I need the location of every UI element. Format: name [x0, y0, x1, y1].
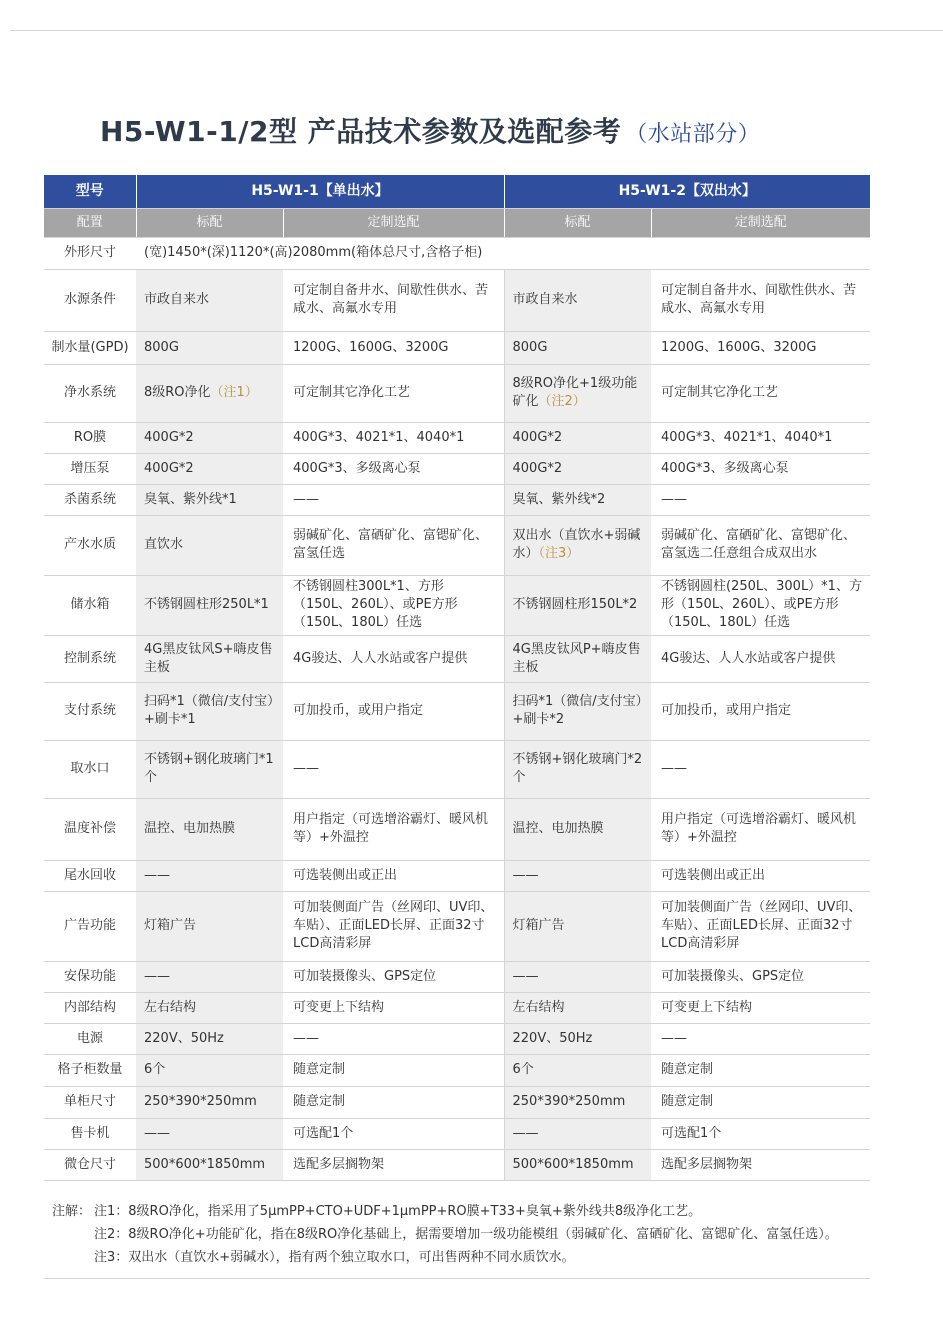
- m2-custom-cell: [651, 682, 870, 740]
- m2-std-cell: [504, 422, 651, 453]
- row-label-text: 安保功能: [63, 968, 116, 984]
- row-label: [44, 453, 136, 484]
- m2-std-cell-text: 左右结构: [512, 999, 565, 1015]
- row-label: [44, 1086, 136, 1118]
- m1-std-cell: [136, 682, 283, 740]
- m1-std-cell-text: 6个: [144, 1062, 166, 1077]
- table-row: [44, 798, 870, 860]
- table-row: [44, 740, 870, 798]
- m1-std-cell: [136, 1023, 283, 1054]
- m2-std-cell: [504, 269, 651, 331]
- row-label-text: 微仓尺寸: [63, 1156, 116, 1172]
- m1-custom-cell: [283, 453, 504, 484]
- table-row: [44, 453, 870, 484]
- m1-std-cell-text: 220V、50Hz: [144, 1030, 224, 1046]
- m1-custom-cell: [283, 740, 504, 798]
- row-label: [44, 269, 136, 331]
- m1-std-cell: [136, 891, 283, 961]
- row-label: [44, 798, 136, 860]
- m1-std-cell-text: 市政自来水: [144, 292, 210, 307]
- m2-std-cell: [504, 515, 651, 575]
- table-row: [44, 891, 870, 961]
- m1-custom-cell-text: ——: [293, 1030, 319, 1046]
- title-sub: （水站部分）: [625, 122, 761, 147]
- m2-custom-cell-text: 不锈钢圆柱(250L、300L）*1、方形（150L、260L）、或PE方形（150L、180L）任选: [661, 579, 862, 630]
- top-divider: [10, 30, 943, 31]
- m1-custom-cell: [283, 1086, 504, 1118]
- m1-std-cell: [136, 860, 283, 891]
- row-label-text: 内部结构: [63, 999, 116, 1015]
- m2-std-cell: [504, 575, 651, 635]
- m1-custom-cell-text: 可变更上下结构: [293, 999, 385, 1015]
- m1-std-cell: [136, 515, 283, 575]
- dimension-value: (宽)1450*(深)1120*(高)2080mm(箱体总尺寸,含格子柜): [136, 237, 870, 269]
- m2-custom-cell-text: 选配多层搁物架: [661, 1156, 753, 1172]
- note-ref: （注2）: [538, 394, 586, 409]
- m1-custom-cell-text: 不锈钢圆柱300L*1、方形（150L、260L）、或PE方形（150L、180L）任选: [293, 579, 458, 630]
- m2-custom-cell-text: 400G*3、多级离心泵: [661, 460, 789, 476]
- row-label-text: 产水水质: [63, 537, 116, 552]
- m2-std-cell: [504, 635, 651, 682]
- m1-custom-cell: [283, 1149, 504, 1180]
- header-m1-std: 标配: [136, 208, 283, 237]
- note-row-2: [52, 1223, 838, 1246]
- m2-std-cell-text: 500*600*1850mm: [512, 1156, 634, 1172]
- m1-std-cell-text: 臭氧、紫外线*1: [144, 491, 237, 507]
- row-label: [44, 484, 136, 515]
- row-label: [44, 575, 136, 635]
- row-label-text: 制水量(GPD): [51, 339, 129, 355]
- m2-std-cell-text: 6个: [512, 1062, 534, 1077]
- m1-std-cell: [136, 331, 283, 364]
- table-row: [44, 331, 870, 364]
- header-model-2: H5-W1-2【双出水】: [504, 175, 870, 208]
- row-label-text: 温度补偿: [63, 821, 116, 836]
- m2-std-cell-text: 市政自来水: [512, 292, 578, 307]
- m2-std-cell-text: ——: [512, 1125, 539, 1141]
- m1-std-cell-text: 800G: [144, 339, 179, 355]
- m2-custom-cell: [651, 484, 870, 515]
- m1-custom-cell-text: 可加装摄像头、GPS定位: [293, 968, 437, 984]
- m1-custom-cell-text: 可加装侧面广告（丝网印、UV印、车贴）、正面LED长屏、正面32寸LCD高清彩屏: [293, 900, 494, 951]
- header-row-model: [44, 175, 870, 208]
- m2-custom-cell-text: 可加投币，或用户指定: [661, 703, 792, 718]
- m1-std-cell-text: 500*600*1850mm: [144, 1156, 266, 1172]
- m2-std-cell: [504, 961, 651, 992]
- table-row: [44, 484, 870, 515]
- header-config-label: 配置: [44, 208, 136, 237]
- row-label-text: 广告功能: [63, 918, 116, 933]
- m2-custom-cell: [651, 422, 870, 453]
- m2-custom-cell: [651, 575, 870, 635]
- m1-custom-cell: [283, 682, 504, 740]
- m1-custom-cell: [283, 422, 504, 453]
- m1-std-cell: [136, 484, 283, 515]
- header-m1-custom: 定制选配: [283, 208, 504, 237]
- m1-std-cell-text: 灯箱广告: [144, 918, 197, 933]
- m2-std-cell: [504, 1054, 651, 1086]
- m1-std-cell-text: 400G*2: [144, 429, 194, 445]
- spec-table: [44, 175, 870, 1181]
- m2-custom-cell: [651, 992, 870, 1023]
- m2-custom-cell: [651, 798, 870, 860]
- m2-std-cell: [504, 484, 651, 515]
- m1-custom-cell: [283, 364, 504, 422]
- m2-std-cell-text: 4G黑皮钛风P+嗨皮售主板: [512, 641, 641, 675]
- m2-custom-cell-text: 随意定制: [661, 1062, 714, 1077]
- m1-std-cell: [136, 740, 283, 798]
- table-row: [44, 422, 870, 453]
- m1-custom-cell: [283, 484, 504, 515]
- header-model-1: H5-W1-1【单出水】: [136, 175, 504, 208]
- m2-custom-cell-text: 1200G、1600G、3200G: [661, 339, 817, 355]
- m2-std-cell: [504, 1149, 651, 1180]
- m1-std-cell: [136, 798, 283, 860]
- row-label: 外形尺寸: [44, 237, 136, 269]
- row-label-text: 取水口: [70, 761, 110, 776]
- m2-custom-cell: [651, 1023, 870, 1054]
- m2-std-cell-text: ——: [512, 968, 539, 984]
- m1-std-cell-text: 左右结构: [144, 999, 197, 1015]
- m1-std-cell: [136, 269, 283, 331]
- m1-std-cell: [136, 1054, 283, 1086]
- m2-custom-cell: [651, 740, 870, 798]
- m2-std-cell-text: ——: [512, 867, 539, 883]
- m2-custom-cell: [651, 635, 870, 682]
- m2-std-cell: [504, 1023, 651, 1054]
- m1-custom-cell: [283, 961, 504, 992]
- row-label-text: 储水箱: [70, 597, 110, 612]
- row-label: [44, 961, 136, 992]
- m2-custom-cell: [651, 515, 870, 575]
- table-row: [44, 860, 870, 891]
- title-main: H5-W1-1/2型 产品技术参数及选配参考: [100, 115, 622, 148]
- row-label: [44, 1149, 136, 1180]
- m1-custom-cell-text: 弱碱矿化、富硒矿化、富锶矿化、富氢任选: [293, 528, 489, 561]
- m2-custom-cell: [651, 453, 870, 484]
- m2-std-cell: [504, 1086, 651, 1118]
- m1-std-cell: [136, 635, 283, 682]
- note-2: 注2：8级RO净化+功能矿化，指在8级RO净化基础上，据需要增加一级功能模组（弱碱矿化、富硒矿化、富锶矿化、富氢任选）。: [94, 1227, 838, 1242]
- table-row: [44, 961, 870, 992]
- m2-custom-cell-text: 可定制自备井水、间歇性供水、苦咸水、高氟水专用: [661, 283, 857, 316]
- m2-std-cell-text: 400G*2: [512, 429, 563, 445]
- header-m2-custom: 定制选配: [651, 208, 870, 237]
- m2-custom-cell-text: 可选配1个: [661, 1125, 722, 1141]
- m2-custom-cell-text: ——: [661, 761, 687, 776]
- m2-custom-cell: [651, 331, 870, 364]
- note-1: 注1：8级RO净化，指采用了5μmPP+CTO+UDF+1μmPP+RO膜+T33+臭氧+紫外线共8级净化工艺。: [94, 1204, 702, 1219]
- row-label: [44, 860, 136, 891]
- m1-custom-cell: [283, 1054, 504, 1086]
- m1-std-cell: [136, 364, 283, 422]
- row-label: [44, 635, 136, 682]
- m1-std-cell-text: 不锈钢+钢化玻璃门*1个: [144, 752, 274, 785]
- m1-std-cell: [136, 1118, 283, 1149]
- m1-custom-cell-text: 可定制自备井水、间歇性供水、苦咸水、高氟水专用: [293, 283, 489, 316]
- m2-custom-cell-text: 可加装侧面广告（丝网印、UV印、车贴）、正面LED长屏、正面32寸LCD高清彩屏: [661, 900, 862, 951]
- m2-custom-cell: [651, 1086, 870, 1118]
- m1-custom-cell-text: 可定制其它净化工艺: [293, 385, 411, 400]
- m1-custom-cell: [283, 269, 504, 331]
- note-3: 注3：双出水（直饮水+弱碱水），指有两个独立取水口，可出售两种不同水质饮水。: [94, 1250, 575, 1265]
- m1-std-cell-text: 温控、电加热膜: [144, 821, 236, 836]
- row-label-text: 支付系统: [63, 703, 116, 718]
- m1-custom-cell: [283, 798, 504, 860]
- m2-custom-cell: [651, 860, 870, 891]
- table-row: [44, 992, 870, 1023]
- m2-std-cell-text: 臭氧、紫外线*2: [512, 491, 606, 507]
- m2-custom-cell-text: 可选装侧出或正出: [661, 867, 766, 883]
- m2-std-cell: [504, 682, 651, 740]
- row-label: [44, 992, 136, 1023]
- m1-std-cell: [136, 575, 283, 635]
- m1-custom-cell: [283, 575, 504, 635]
- m1-custom-cell: [283, 635, 504, 682]
- m2-custom-cell-text: 用户指定（可选增浴霸灯、暖风机等）+外温控: [661, 812, 857, 845]
- m2-custom-cell-text: 400G*3、4021*1、4040*1: [661, 429, 833, 445]
- table-row: [44, 1023, 870, 1054]
- m2-std-cell: [504, 1118, 651, 1149]
- m1-custom-cell: [283, 1023, 504, 1054]
- m2-std-cell-text: 8级RO净化+1级功能矿化: [512, 376, 638, 409]
- m1-std-cell-text: 8级RO净化: [144, 385, 211, 400]
- m1-custom-cell-text: 可加投币，或用户指定: [293, 703, 424, 718]
- row-label-text: 杀菌系统: [63, 491, 116, 507]
- row-label: [44, 331, 136, 364]
- m1-custom-cell-text: 可选配1个: [293, 1125, 354, 1141]
- m2-custom-cell: [651, 364, 870, 422]
- table-row: [44, 635, 870, 682]
- m2-custom-cell-text: ——: [661, 491, 687, 507]
- m1-std-cell: [136, 961, 283, 992]
- m2-std-cell-text: 400G*2: [512, 460, 563, 476]
- m2-std-cell: [504, 364, 651, 422]
- m2-custom-cell-text: 可变更上下结构: [661, 999, 753, 1015]
- m1-custom-cell: [283, 860, 504, 891]
- note-row-3: [52, 1246, 838, 1269]
- m2-std-cell-text: 800G: [512, 339, 548, 355]
- table-row: [44, 269, 870, 331]
- m1-custom-cell-text: 400G*3、多级离心泵: [293, 460, 421, 476]
- table-row: [44, 1054, 870, 1086]
- row-label: [44, 1054, 136, 1086]
- m1-std-cell-text: 扫码*1（微信/支付宝）+刷卡*1: [144, 694, 274, 727]
- m2-custom-cell-text: 可定制其它净化工艺: [661, 385, 779, 400]
- m1-std-cell: [136, 992, 283, 1023]
- m1-custom-cell-text: 用户指定（可选增浴霸灯、暖风机等）+外温控: [293, 812, 489, 845]
- m1-custom-cell-text: ——: [293, 761, 319, 776]
- m1-custom-cell-text: ——: [293, 491, 319, 507]
- row-label-text: 净水系统: [63, 385, 116, 400]
- m1-custom-cell-text: 400G*3、4021*1、4040*1: [293, 429, 465, 445]
- m2-std-cell: [504, 860, 651, 891]
- row-label: [44, 515, 136, 575]
- table-row: [44, 1149, 870, 1180]
- m1-custom-cell: [283, 1118, 504, 1149]
- note-ref: （注1）: [210, 385, 258, 400]
- m2-custom-cell: [651, 961, 870, 992]
- m1-std-cell-text: 4G黑皮钛风S+嗨皮售主板: [144, 641, 273, 675]
- notes-lead: 注解：: [52, 1204, 92, 1219]
- m1-custom-cell-text: 选配多层搁物架: [293, 1156, 385, 1172]
- m1-std-cell-text: ——: [144, 968, 170, 984]
- row-label-text: 水源条件: [63, 292, 116, 307]
- row-label-text: 增压泵: [70, 460, 110, 476]
- row-label: [44, 364, 136, 422]
- m1-std-cell: [136, 422, 283, 453]
- m2-std-cell: [504, 891, 651, 961]
- m2-std-cell-text: 不锈钢圆柱形150L*2: [512, 597, 638, 612]
- table-row-dimension: [44, 237, 870, 269]
- table-row: [44, 682, 870, 740]
- row-label: [44, 682, 136, 740]
- m2-custom-cell: [651, 269, 870, 331]
- row-label-text: 电源: [76, 1030, 103, 1046]
- row-label-text: 尾水回收: [63, 867, 116, 883]
- m2-custom-cell-text: 随意定制: [661, 1094, 714, 1109]
- m2-std-cell-text: 220V、50Hz: [512, 1030, 593, 1046]
- table-row: [44, 1118, 870, 1149]
- m1-custom-cell: [283, 992, 504, 1023]
- m2-std-cell: [504, 331, 651, 364]
- table-row: [44, 575, 870, 635]
- m1-custom-cell-text: 随意定制: [293, 1062, 346, 1077]
- table-row: [44, 1086, 870, 1118]
- m2-custom-cell-text: 弱碱矿化、富硒矿化、富锶矿化、富氢选二任意组合成双出水: [661, 528, 857, 561]
- row-label-text: 单柜尺寸: [63, 1094, 116, 1109]
- header-row-config: [44, 208, 870, 237]
- m1-std-cell-text: 直饮水: [144, 537, 184, 552]
- table-row: [44, 364, 870, 422]
- row-label-text: 控制系统: [63, 650, 116, 666]
- m2-std-cell: [504, 453, 651, 484]
- row-label: [44, 1118, 136, 1149]
- m1-custom-cell: [283, 891, 504, 961]
- m1-std-cell-text: 不锈钢圆柱形250L*1: [144, 597, 269, 612]
- note-row-1: [52, 1200, 838, 1223]
- row-label-text: 格子柜数量: [57, 1062, 123, 1077]
- row-label-text: RO膜: [73, 429, 107, 445]
- m1-std-cell: [136, 453, 283, 484]
- m1-custom-cell: [283, 515, 504, 575]
- m2-std-cell-text: 不锈钢+钢化玻璃门*2个: [512, 752, 643, 785]
- m2-custom-cell-text: 4G骏达、人人水站或客户提供: [661, 650, 836, 666]
- m1-std-cell: [136, 1086, 283, 1118]
- m2-std-cell: [504, 992, 651, 1023]
- m2-std-cell: [504, 798, 651, 860]
- m1-std-cell-text: 400G*2: [144, 460, 194, 476]
- bottom-divider: [44, 1278, 870, 1279]
- m2-custom-cell-text: ——: [661, 1030, 687, 1046]
- m1-std-cell-text: ——: [144, 1125, 170, 1141]
- m2-custom-cell-text: 可加装摄像头、GPS定位: [661, 968, 805, 984]
- row-label: [44, 740, 136, 798]
- m1-std-cell-text: ——: [144, 867, 170, 883]
- m2-std-cell-text: 温控、电加热膜: [512, 821, 604, 836]
- m2-std-cell-text: 扫码*1（微信/支付宝）+刷卡*2: [512, 694, 643, 727]
- m2-std-cell-text: 250*390*250mm: [512, 1094, 626, 1109]
- header-model-label: 型号: [44, 175, 136, 208]
- header-m2-std: 标配: [504, 208, 651, 237]
- row-label: [44, 1023, 136, 1054]
- note-ref: （注3）: [538, 546, 580, 561]
- m2-std-cell-text: 灯箱广告: [512, 918, 565, 933]
- m1-custom-cell-text: 4G骏达、人人水站或客户提供: [293, 650, 468, 666]
- page-title: [100, 110, 760, 150]
- m2-custom-cell: [651, 1054, 870, 1086]
- m2-custom-cell: [651, 891, 870, 961]
- m2-std-cell-text: 双出水（直饮水+弱碱水）: [512, 528, 641, 561]
- row-label-text: 售卡机: [70, 1125, 110, 1141]
- m1-custom-cell-text: 1200G、1600G、3200G: [293, 339, 449, 355]
- m1-custom-cell-text: 可选装侧出或正出: [293, 867, 398, 883]
- row-label: [44, 422, 136, 453]
- m1-std-cell: [136, 1149, 283, 1180]
- m1-custom-cell-text: 随意定制: [293, 1094, 346, 1109]
- m1-std-cell-text: 250*390*250mm: [144, 1094, 257, 1109]
- m2-std-cell: [504, 740, 651, 798]
- table-row: [44, 515, 870, 575]
- m2-custom-cell: [651, 1149, 870, 1180]
- notes: [52, 1200, 838, 1269]
- row-label: [44, 891, 136, 961]
- m2-custom-cell: [651, 1118, 870, 1149]
- m1-custom-cell: [283, 331, 504, 364]
